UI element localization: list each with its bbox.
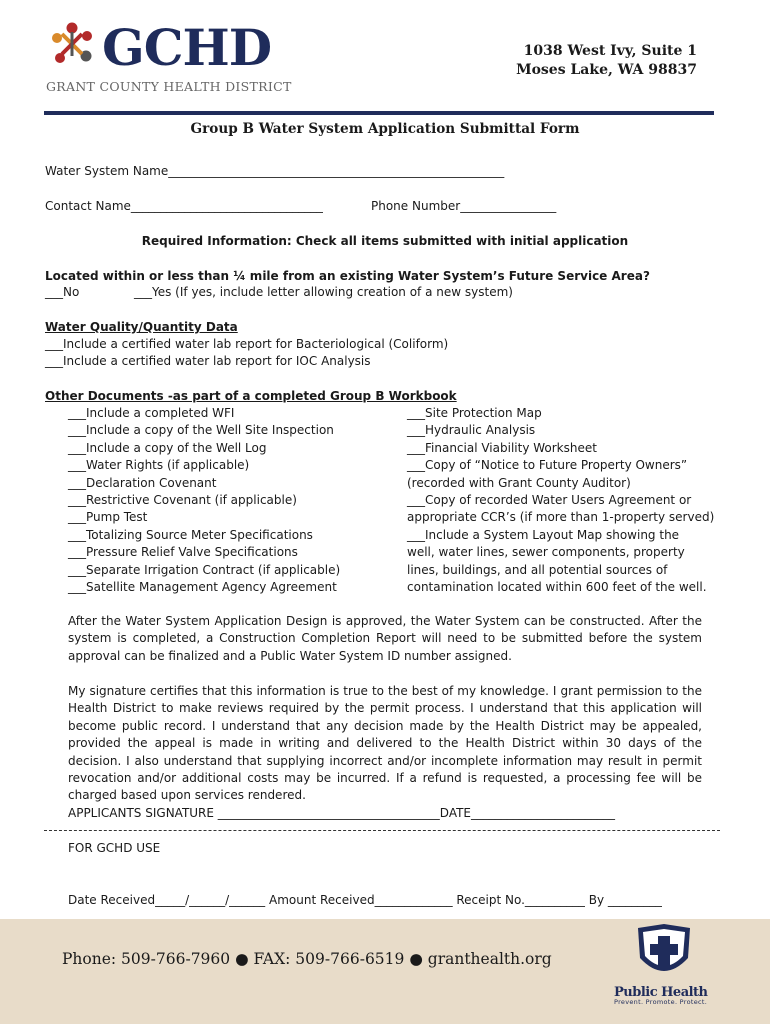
checklist-item[interactable]: ___Pump Test <box>68 510 148 525</box>
right-checklist <box>407 405 714 596</box>
other-documents-heading: Other Documents -as part of a completed Group B Workbook <box>45 389 457 403</box>
checklist-item[interactable]: ___Restrictive Covenant (if applicable) <box>68 493 297 508</box>
water-quality-heading: Water Quality/Quantity Data <box>45 320 238 334</box>
checklist-item[interactable]: ___Declaration Covenant <box>68 475 217 490</box>
checklist-item[interactable]: ___Financial Viability Worksheet <box>407 440 597 455</box>
public-health-tagline: Prevent. Promote. Protect. <box>614 998 708 1006</box>
public-health-name: Public Health <box>614 985 708 1000</box>
office-use-fields[interactable]: Date Received_____/______/______ Amount Received_____________ Receipt No.__________ By _________ <box>68 893 662 907</box>
checklist-item[interactable]: ___Include a copy of the Well Site Inspection <box>68 423 334 438</box>
checklist-item-continuation: lines, buildings, and all potential sources of <box>407 562 668 577</box>
header-rule <box>44 111 714 115</box>
checklist-item[interactable]: ___Satellite Management Agency Agreement <box>68 580 337 595</box>
required-info-heading: Required Information: Check all items submitted with initial application <box>141 234 629 248</box>
address <box>516 42 697 79</box>
address-line-2: Moses Lake, WA 98837 <box>516 61 697 78</box>
cut-line <box>44 830 720 831</box>
checklist-item-continuation: well, water lines, sewer components, property <box>407 545 685 560</box>
logo-text: GCHD <box>102 18 272 77</box>
address-line-1: 1038 West Ivy, Suite 1 <box>523 43 697 59</box>
phone-number-field[interactable]: Phone Number________________ <box>371 199 557 213</box>
contact-name-field[interactable]: Contact Name________________________________ <box>45 199 323 213</box>
water-system-name-field[interactable]: Water System Name________________________________________________________ <box>45 164 505 178</box>
located-question: Located within or less than ¼ mile from an existing Water System’s Future Service Area? <box>45 269 650 283</box>
checklist-item[interactable]: ___Copy of “Notice to Future Property Owners” <box>407 458 688 473</box>
office-use-label: FOR GCHD USE <box>68 841 161 855</box>
checklist-item[interactable]: ___Totalizing Source Meter Specifications <box>68 527 313 542</box>
wq-item-ioc[interactable]: ___Include a certified water lab report for IOC Analysis <box>45 354 371 368</box>
checklist-item-continuation: contamination located within 600 feet of the well. <box>407 580 707 595</box>
located-no-option[interactable]: ___No <box>45 285 80 299</box>
construction-paragraph: After the Water System Application Design is approved, the Water System can be constructed. After the system is completed, a Construction Completion Report will need to be submitted before the system approval can be finalized and a Public Water System ID number assigned. <box>68 614 702 663</box>
checklist-item-continuation: (recorded with Grant County Auditor) <box>407 475 631 490</box>
checklist-item[interactable]: ___Site Protection Map <box>407 406 542 420</box>
checklist-item[interactable]: ___Include a copy of the Well Log <box>68 440 267 455</box>
checklist-item[interactable]: ___Hydraulic Analysis <box>407 423 536 438</box>
checklist-item[interactable]: ___Separate Irrigation Contract (if applicable) <box>68 562 341 577</box>
left-checklist <box>68 405 340 596</box>
checklist-item[interactable]: ___Water Rights (if applicable) <box>68 458 250 473</box>
checklist-item[interactable]: ___Include a completed WFI <box>68 406 235 420</box>
footer-contact: Phone: 509-766-7960 ● FAX: 509-766-6519 ● granthealth.org <box>62 950 552 968</box>
logo-subtitle: GRANT COUNTY HEALTH DISTRICT <box>46 79 292 94</box>
checklist-item[interactable]: ___Pressure Relief Valve Specifications <box>68 545 298 560</box>
located-yes-option[interactable]: ___Yes (If yes, include letter allowing creation of a new system) <box>134 285 513 299</box>
checklist-item[interactable]: ___Copy of recorded Water Users Agreement or <box>407 493 692 508</box>
certification-paragraph: My signature certifies that this information is true to the best of my knowledge. I grant permission to the Health District to make reviews required by the permit process. I understand that this application will become public record. I understand that any decision made by the Health District may be appealed, provided the appeal is made in writing and delivered to the Health District within 30 days of the decision. I also understand that supplying incorrect and/or incomplete information may result in permit revocation and/or additional costs may be incurred. If a refund is requested, a processing fee will be charged based upon services rendered. <box>68 684 702 803</box>
applicant-signature-field[interactable]: APPLICANTS SIGNATURE _____________________________________DATE________________________ <box>68 806 616 820</box>
checklist-item[interactable]: ___Include a System Layout Map showing the <box>407 527 680 542</box>
checklist-item-continuation: appropriate CCR’s (if more than 1-property served) <box>407 510 715 525</box>
form-title: Group B Water System Application Submittal Form <box>190 121 580 137</box>
wq-item-bacteriological[interactable]: ___Include a certified water lab report for Bacteriological (Coliform) <box>45 337 449 351</box>
